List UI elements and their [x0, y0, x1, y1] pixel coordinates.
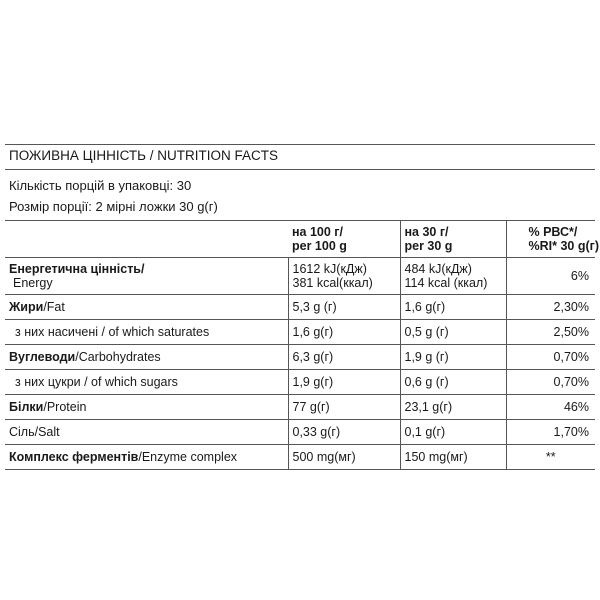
nutrient-name: [5, 395, 288, 420]
nutrient-name-en: /Enzyme complex: [138, 450, 238, 464]
nutrition-table: [5, 220, 599, 470]
value-reference-intake: 6%: [506, 258, 595, 295]
value-per-100g: [288, 258, 400, 295]
table-header-row: [5, 221, 595, 258]
value-reference-intake: 2,30%: [506, 295, 595, 320]
panel-title: ПОЖИВНА ЦІННІСТЬ / NUTRITION FACTS: [9, 148, 278, 163]
header-rvs: % РВС*/: [528, 225, 578, 239]
energy-kcal-per-30g: 114 kcal (ккал): [404, 276, 488, 290]
nutrient-name: з них насичені / of which saturates: [5, 320, 288, 345]
header-per-100g-en: per 100 g: [292, 239, 347, 253]
value-per-30g: 23,1 g(г): [400, 395, 506, 420]
value-per-30g: [400, 258, 506, 295]
value-reference-intake: 0,70%: [506, 345, 595, 370]
value-per-100g: 0,33 g(г): [288, 420, 400, 445]
value-per-30g: 150 mg(мг): [400, 445, 506, 470]
energy-kj-per-100g: 1612 kJ(кДж): [292, 262, 367, 276]
table-row-salt: [5, 420, 595, 445]
nutrient-name-ua: Вуглеводи: [9, 350, 76, 364]
top-rule: [5, 144, 595, 145]
value-per-30g: 1,6 g(г): [400, 295, 506, 320]
header-empty-cell: [5, 221, 288, 258]
header-ri: %RI* 30 g(г): [528, 239, 599, 253]
value-reference-intake: 2,50%: [506, 320, 595, 345]
nutrient-name-en: /Protein: [43, 400, 87, 414]
nutrient-name: [5, 445, 288, 470]
nutrient-name: [5, 295, 288, 320]
title-rule: [5, 169, 595, 170]
table-row-protein: [5, 395, 595, 420]
value-per-100g: 77 g(г): [288, 395, 400, 420]
table-row-carbohydrates: [5, 345, 595, 370]
value-reference-intake: 1,70%: [506, 420, 595, 445]
header-per-30g-ua: на 30 г/: [404, 225, 449, 239]
table-row-energy: [5, 258, 595, 295]
serving-size: Розмір порції: 2 мірні ложки 30 g(г): [9, 199, 218, 214]
table-row-fat: [5, 295, 595, 320]
nutrient-name-ua: Жири: [9, 300, 44, 314]
value-per-100g: 6,3 g(г): [288, 345, 400, 370]
nutrient-name: з них цукри / of which sugars: [5, 370, 288, 395]
nutrient-name-en: Energy: [13, 276, 53, 290]
table-row-enzyme-complex: [5, 445, 595, 470]
nutrient-name: Сіль/Salt: [5, 420, 288, 445]
value-per-30g: 0,5 g (г): [400, 320, 506, 345]
servings-per-pack: Кількість порцій в упаковці: 30: [9, 178, 192, 193]
table-row-sugars: [5, 370, 595, 395]
value-per-100g: 1,9 g(г): [288, 370, 400, 395]
value-reference-intake: 0,70%: [506, 370, 595, 395]
value-per-30g: 0,1 g(г): [400, 420, 506, 445]
nutrient-name-en: /Carbohydrates: [75, 350, 161, 364]
nutrient-name-ua: Комплекс ферментів: [9, 450, 139, 464]
nutrient-name: [5, 258, 288, 295]
header-per-100g-ua: на 100 г/: [292, 225, 343, 239]
value-per-100g: 500 mg(мг): [288, 445, 400, 470]
header-reference-intake: [506, 221, 599, 258]
nutrient-name-ua: Білки: [9, 400, 44, 414]
nutrient-name: [5, 345, 288, 370]
energy-kj-per-30g: 484 kJ(кДж): [404, 262, 472, 276]
table-row-saturates: [5, 320, 595, 345]
nutrition-facts-panel: [5, 144, 599, 464]
value-reference-intake: **: [506, 445, 595, 470]
header-per-100g: [288, 221, 400, 258]
nutrient-name-en: /Fat: [43, 300, 65, 314]
value-reference-intake: 46%: [506, 395, 595, 420]
energy-kcal-per-100g: 381 kcal(ккал): [292, 276, 373, 290]
header-per-30g-en: per 30 g: [404, 239, 453, 253]
value-per-100g: 5,3 g (г): [288, 295, 400, 320]
nutrient-name-ua: Енергетична цінність/: [9, 262, 145, 276]
value-per-30g: 1,9 g (г): [400, 345, 506, 370]
header-per-30g: [400, 221, 506, 258]
value-per-30g: 0,6 g (г): [400, 370, 506, 395]
value-per-100g: 1,6 g(г): [288, 320, 400, 345]
